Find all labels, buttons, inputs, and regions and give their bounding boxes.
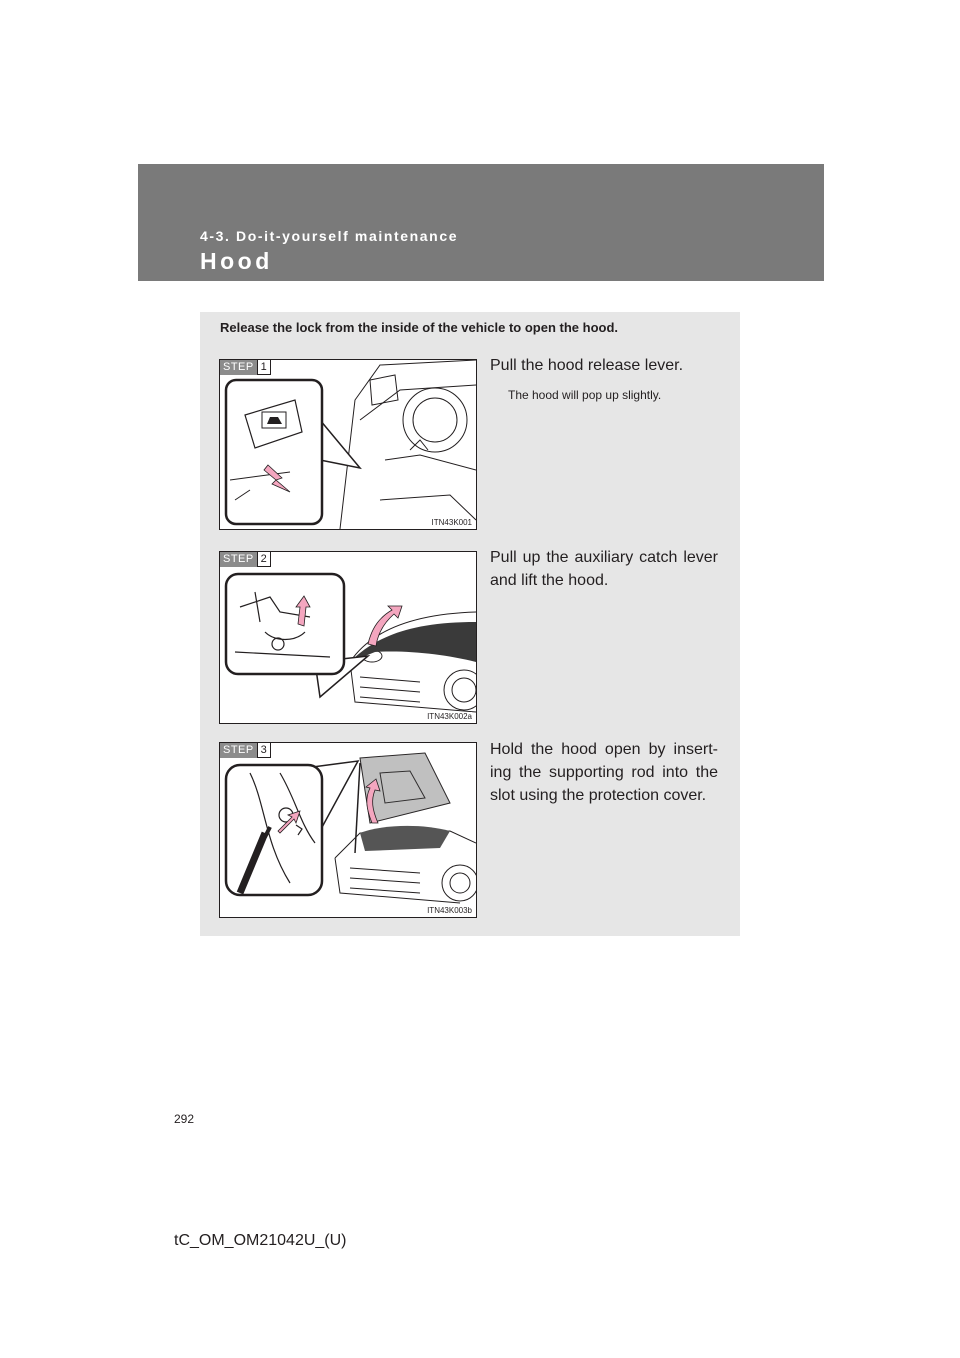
section-label: 4-3. Do-it-yourself maintenance [200, 228, 459, 244]
step-2-illustration [219, 551, 477, 724]
step-1-note: The hood will pop up slightly. [508, 388, 662, 402]
page-title: Hood [200, 248, 273, 274]
step-3-illustration [219, 742, 477, 918]
step-word: STEP [220, 552, 257, 567]
step-3-text: Hold the hood open by insert-ing the supporting rod into the slot using the protection cover. [490, 741, 718, 804]
support-rod-illustration [220, 743, 476, 917]
step-badge [220, 360, 271, 375]
document-code: tC_OM_OM21042U_(U) [174, 1232, 347, 1249]
figure-code: ITN43K003b [427, 906, 472, 915]
step-number: 3 [257, 743, 271, 758]
page-number: 292 [174, 1112, 195, 1126]
figure-code: ITN43K002a [427, 712, 472, 721]
figure-code: ITN43K001 [431, 518, 472, 527]
step-2-text: Pull up the auxiliary catch lever and lift the hood. [490, 549, 718, 589]
step-number: 2 [257, 552, 271, 567]
auxiliary-catch-illustration [220, 552, 476, 723]
step-number: 1 [257, 360, 271, 375]
step-badge [220, 743, 271, 758]
step-1-illustration [219, 359, 477, 530]
hood-release-lever-illustration [220, 360, 476, 529]
intro-text: Release the lock from the inside of the vehicle to open the hood. [220, 320, 619, 335]
step-word: STEP [220, 360, 257, 375]
step-1-text: Pull the hood release lever. [490, 357, 684, 374]
step-word: STEP [220, 743, 257, 758]
step-badge [220, 552, 271, 567]
